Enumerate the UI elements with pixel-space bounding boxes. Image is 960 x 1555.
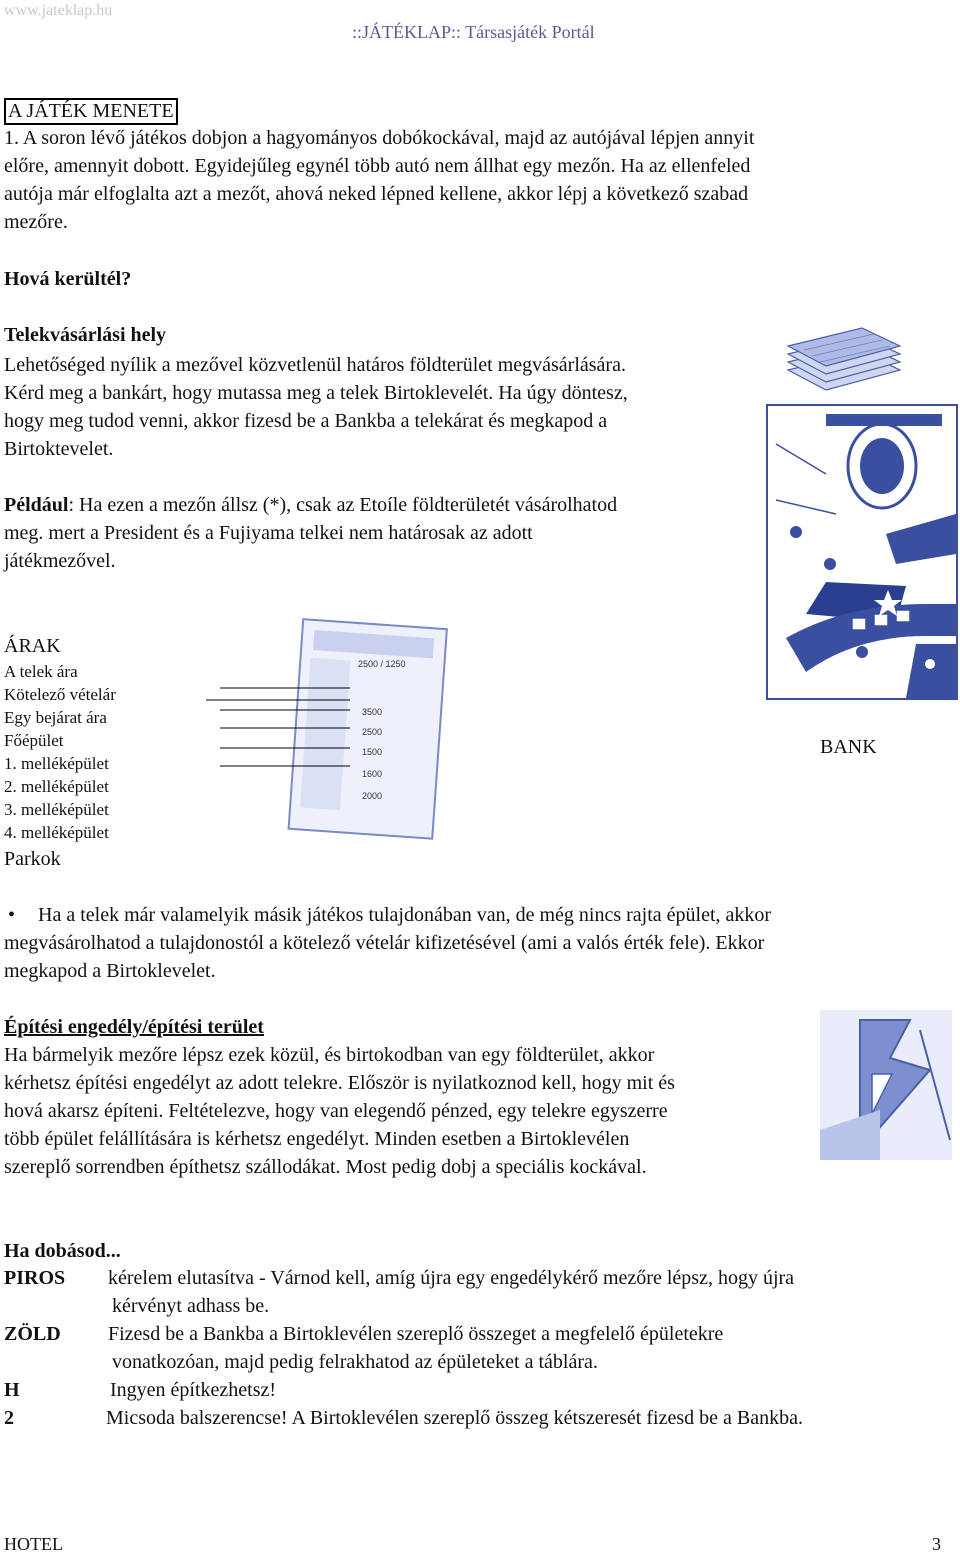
money-stack-illustration xyxy=(784,318,904,398)
section-title: A JÁTÉK MENETE xyxy=(4,98,178,125)
where-heading: Hová kerültél? xyxy=(4,268,132,290)
example-line1-rest: : Ha ezen a mezőn állsz (*), csak az Etoíle földterületét vásárolhatod xyxy=(68,494,618,516)
card-value: 3500 xyxy=(362,707,383,717)
price-item: 4. melléképület xyxy=(4,823,109,842)
bullet-line3: megkapod a Birtoklevelet. xyxy=(4,960,216,982)
bullet-icon: • xyxy=(8,904,16,926)
building-line1: Ha bármelyik mezőre lépsz ezek közül, és birtokodban van egy földterület, akkor xyxy=(4,1044,655,1066)
example-line3: játékmezővel. xyxy=(4,550,116,572)
set-square-illustration xyxy=(820,1010,952,1160)
land-purchase-line1: Lehetőséged nyílik a mezővel közvetlenül határos földterület megvásárlására. xyxy=(4,354,626,376)
price-item: Főépület xyxy=(4,731,64,750)
dice-heading: Ha dobásod... xyxy=(4,1240,121,1262)
dice-key-green: ZÖLD xyxy=(4,1323,61,1345)
card-value: 1500 xyxy=(362,747,383,757)
dice-key-2: 2 xyxy=(4,1407,14,1429)
example-line1 xyxy=(4,491,617,519)
dice-text-2: Micsoda balszerencse! A Birtoklevélen szereplő összeg kétszeresét fizesd be a Bankba. xyxy=(106,1407,803,1429)
dice-text-red-2: kérvényt adhass be. xyxy=(112,1295,270,1317)
game-board-illustration xyxy=(766,404,958,700)
card-value: 2500 / 1250 xyxy=(358,659,406,669)
prices-title: ÁRAK xyxy=(4,635,61,657)
footer-hotel: HOTEL xyxy=(4,1534,63,1554)
land-purchase-heading: Telekvásárlási hely xyxy=(4,324,167,346)
step1-line3: autója már elfoglalta azt a mezőt, ahová neked lépned kellene, akkor lépj a következő szabad xyxy=(4,183,749,205)
prices-parks: Parkok xyxy=(4,848,61,870)
building-line5: szereplő sorrendben építhetsz szállodákat. Most pedig dobj a speciális kockával. xyxy=(4,1156,647,1178)
land-purchase-line3: hogy meg tudod venni, akkor fizesd be a Bankba a telekárat és megkapod a xyxy=(4,410,608,432)
price-item: 1. melléképület xyxy=(4,754,109,773)
step1-line2: előre, amennyit dobott. Egyidejűleg egynél több autó nem állhat egy mezőn. Ha az ellenfeled xyxy=(4,155,751,177)
step1-line4: mezőre. xyxy=(4,211,68,233)
dice-key-red: PIROS xyxy=(4,1267,66,1289)
building-line2: kérhetsz építési engedélyt az adott telekre. Először is nyilatkoznod kell, hogy mit és xyxy=(4,1072,675,1094)
building-line4: több épület felállítására is kérhetsz engedélyt. Minden esetben a Birtoklevélen xyxy=(4,1128,630,1150)
bullet-line2: megvásárolhatod a tulajdonostól a kötelező vételár kifizetésével (ami a valós érték fele). Ekkor xyxy=(4,932,765,954)
price-item: A telek ára xyxy=(4,662,78,681)
step1-line1: 1. A soron lévő játékos dobjon a hagyományos dobókockával, majd az autójával lépjen annyit xyxy=(4,127,755,149)
bank-label: BANK xyxy=(820,736,877,758)
building-line3: hová akarsz építeni. Feltételezve, hogy van elegendő pénzed, egy telekre egyszerre xyxy=(4,1100,668,1122)
card-value: 1600 xyxy=(362,769,383,779)
price-item: 2. melléképület xyxy=(4,777,109,796)
building-heading xyxy=(4,1013,264,1041)
land-purchase-line2: Kérd meg a bankárt, hogy mutassa meg a telek Birtoklevelét. Ha úgy döntesz, xyxy=(4,382,628,404)
dice-key-h: H xyxy=(4,1379,20,1401)
dice-text-green-2: vonatkozóan, majd pedig felrakhatod az épületeket a táblára. xyxy=(112,1351,598,1373)
title-deed-card-illustration xyxy=(200,614,450,844)
land-purchase-line4: Birtoktevelet. xyxy=(4,438,114,460)
portal-title: ::JÁTÉKLAP:: Társasjáték Portál xyxy=(352,22,595,42)
dice-text-red-1: kérelem elutasítva - Várnod kell, amíg újra egy engedélykérő mezőre lépsz, hogy újra xyxy=(108,1267,795,1289)
price-item: 3. melléképület xyxy=(4,800,109,819)
dice-text-h: Ingyen építkezhetsz! xyxy=(110,1379,277,1401)
building-heading-text: Építési engedély/építési terület xyxy=(4,1016,264,1038)
page-number: 3 xyxy=(932,1534,941,1554)
card-value: 2500 xyxy=(362,727,383,737)
example-label: Például xyxy=(4,494,69,516)
example-line2: meg. mert a President és a Fujiyama telkei nem határosak az adott xyxy=(4,522,533,544)
site-url: www.jateklap.hu xyxy=(4,2,113,19)
price-item: Egy bejárat ára xyxy=(4,708,107,727)
bullet-line1: Ha a telek már valamelyik másik játékos tulajdonában van, de még nincs rajta épület, akkor xyxy=(38,904,772,926)
price-item: Kötelező vételár xyxy=(4,685,116,704)
card-value: 2000 xyxy=(362,791,383,801)
dice-text-green-1: Fizesd be a Bankba a Birtoklevélen szereplő összeget a megfelelő épületekre xyxy=(108,1323,724,1345)
